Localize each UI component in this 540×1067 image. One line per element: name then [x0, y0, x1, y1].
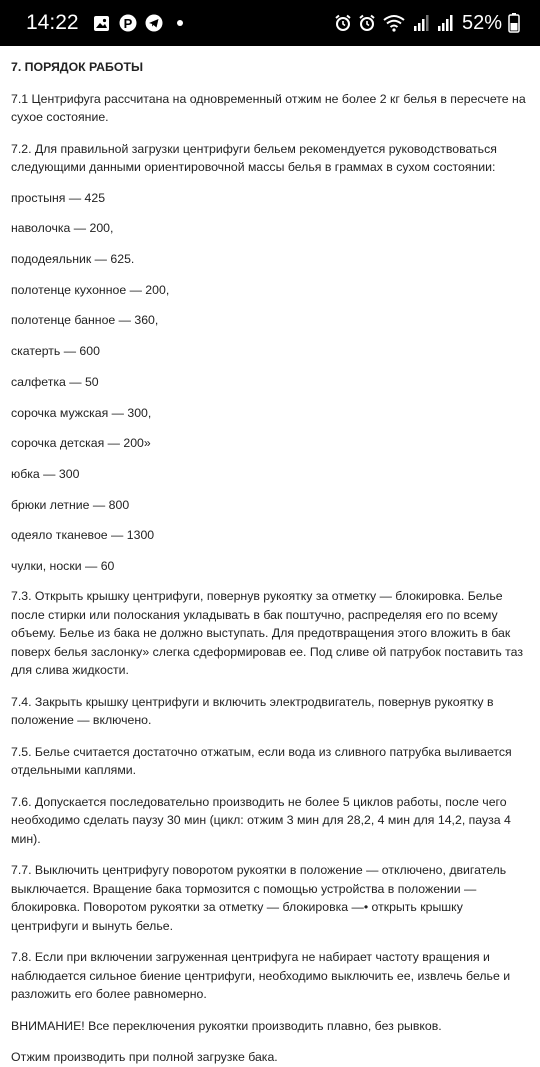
- battery-icon: [508, 14, 520, 32]
- warning-note: ВНИМАНИЕ! Все переключения рукоятки производить плавно, без рывков.: [11, 1018, 442, 1033]
- list-item: сорочка детская — 200»: [11, 436, 151, 451]
- list-item: простыня — 425: [11, 190, 106, 205]
- status-bar: [0, 0, 540, 46]
- list-item: наволочка — 200,: [11, 221, 114, 236]
- pinterest-icon: [119, 14, 137, 32]
- paragraph-7-7: 7.7. Выключить центрифугу поворотом рукоятки в положение — отключено, двигатель выключается. Вращение бака тормозится с помощью устройства в положении — блокировка. Поворотом рукоятки за отметку — блокировка —• открыть крышку центрифуги и вынуть белье.: [11, 863, 507, 933]
- svg-text:P: P: [123, 16, 132, 31]
- paragraph-7-8: 7.8. Если при включении загруженная центрифуга не набирает частоту вращения и наблюдается сильное биение центрифуги, необходимо выключить ее, извлечь белье и разложить его более равномерно.: [11, 950, 511, 1002]
- list-item: полотенце кухонное — 200,: [11, 282, 170, 297]
- dot-icon: [171, 14, 189, 32]
- paragraph-7-3: 7.3. Открыть крышку центрифуги, повернув рукоятку за отметку — блокировка. Белье после стирки или полоскания укладывать в бак поштучно, распределяя его по всему объему. Белье из бака не должно выступать. Для предотвращения этого вложить в бак поверх белья заслонку» слегка сдеформировав ее. Под сливе ой патрубок поставить таз для слива жидкости.: [11, 589, 523, 678]
- wifi-icon: [382, 14, 406, 32]
- gallery-icon: [93, 14, 111, 32]
- alarm-clock-icon: [334, 14, 352, 32]
- paragraph-7-6: 7.6. Допускается последовательно производить не более 5 циклов работы, после чего необходимо сделать паузу 30 мин (цикл: отжим 3 мин для 28,2, 4 мин для 14,2, пауза 4 мин).: [11, 794, 511, 846]
- status-time: 14:22: [26, 11, 79, 34]
- paragraph-7-1: 7.1 Центрифуга рассчитана на одновременный отжим не более 2 кг белья в пересчете на сухое состояние.: [11, 91, 526, 124]
- paragraph-7-2: 7.2. Для правильной загрузки центрифуги бельем рекомендуется руководствоваться следующими данными ориентировочной массы белья в граммах в сухом состоянии:: [11, 141, 497, 174]
- list-item: юбка — 300: [11, 466, 80, 481]
- list-item: сорочка мужская — 300,: [11, 405, 152, 420]
- section-title: 7. ПОРЯДОК РАБОТЫ: [11, 60, 144, 74]
- list-item: брюки летние — 800: [11, 497, 130, 512]
- list-item: чулки, носки — 60: [11, 558, 115, 573]
- closing-note: Отжим производить при полной загрузке бака.: [11, 1050, 278, 1065]
- weights-list: [11, 177, 531, 576]
- telegram-icon: [145, 14, 163, 32]
- signal-icon: [436, 14, 454, 32]
- alarm-clock-icon: [358, 14, 376, 32]
- list-item: одеяло тканевое — 1300: [11, 528, 155, 543]
- list-item: полотенце банное — 360,: [11, 313, 159, 328]
- list-item: скатерть — 600: [11, 344, 100, 359]
- paragraph-7-4: 7.4. Закрыть крышку центрифуги и включить электродвигатель, повернув рукоятку в положение — включено.: [11, 694, 494, 728]
- list-item: салфетка — 50: [11, 374, 99, 389]
- battery-percent: 52%: [461, 11, 502, 34]
- signal-icon: [412, 14, 430, 32]
- document-body: [11, 58, 531, 1067]
- paragraph-7-5: 7.5. Белье считается достаточно отжатым, если вода из сливного патрубка выливается отдельными каплями.: [11, 744, 512, 778]
- list-item: пододеяльник — 625.: [11, 252, 135, 267]
